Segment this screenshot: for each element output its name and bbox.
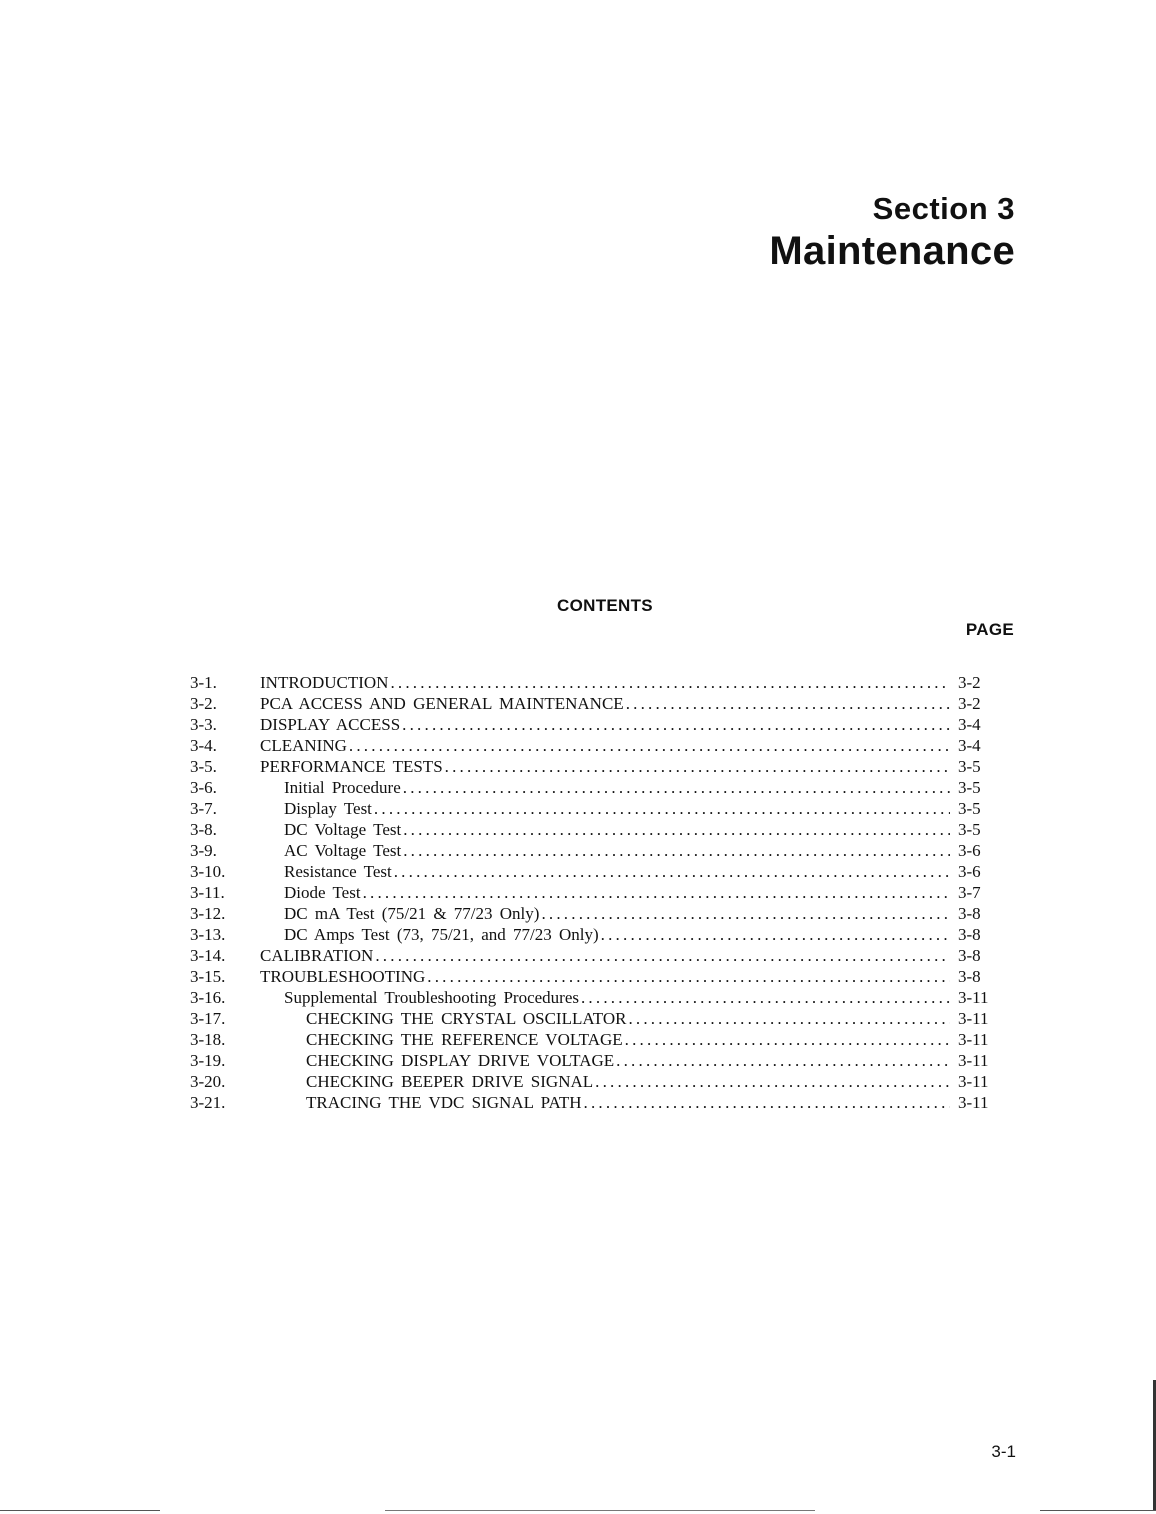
toc-entry-title-cell (260, 1092, 950, 1113)
toc-entry-page: 3-6 (958, 862, 981, 881)
toc-entry-title: Supplemental Troubleshooting Procedures (284, 988, 579, 1007)
toc-entry-page: 3-5 (958, 799, 981, 818)
toc-entry-page: 3-7 (958, 883, 981, 902)
dot-leader (595, 1071, 950, 1092)
toc-entry-title-cell (260, 924, 950, 945)
section-title: Maintenance (769, 229, 1015, 273)
toc-entry (190, 798, 1000, 819)
toc-entry-title-cell (260, 693, 950, 714)
toc-entry-title: Initial Procedure (284, 778, 401, 797)
toc-entry-title: CHECKING BEEPER DRIVE SIGNAL (306, 1072, 594, 1091)
toc-entry-page: 3-8 (958, 925, 981, 944)
dot-leader (581, 987, 950, 1008)
dot-leader (601, 924, 950, 945)
toc-entry (190, 819, 1000, 840)
toc-entry (190, 1008, 1000, 1029)
toc-entry (190, 945, 1000, 966)
toc-entry-page: 3-5 (958, 778, 981, 797)
toc-entry-number: 3-6. (190, 778, 217, 797)
dot-leader (349, 735, 950, 756)
dot-leader (403, 819, 950, 840)
toc-entry-title-cell (260, 966, 950, 987)
toc-entry-number: 3-20. (190, 1072, 226, 1091)
toc-entry (190, 903, 1000, 924)
toc-entry-title: DISPLAY ACCESS (260, 715, 401, 734)
toc-entry (190, 735, 1000, 756)
toc-entry-title-cell (260, 714, 950, 735)
toc-entry-title-cell (260, 945, 950, 966)
toc-entry-title: CHECKING DISPLAY DRIVE VOLTAGE (306, 1051, 615, 1070)
toc-entry (190, 693, 1000, 714)
scan-edge-line (385, 1510, 815, 1511)
toc-entry-title: TROUBLESHOOTING (260, 967, 426, 986)
dot-leader (402, 714, 950, 735)
toc-entry-title: DC mA Test (75/21 & 77/23 Only) (284, 904, 540, 923)
toc-entry-title: PCA ACCESS AND GENERAL MAINTENANCE (260, 694, 624, 713)
toc-entry (190, 714, 1000, 735)
dot-leader (625, 1029, 950, 1050)
toc-entry-page: 3-4 (958, 736, 981, 755)
dot-leader (374, 798, 950, 819)
table-of-contents (190, 672, 1000, 1113)
toc-entry-number: 3-4. (190, 736, 217, 755)
scan-edge-line (1040, 1510, 1156, 1511)
toc-entry-number: 3-11. (190, 883, 225, 902)
toc-entry-page: 3-8 (958, 967, 981, 986)
dot-leader (390, 672, 950, 693)
toc-entry-title-cell (260, 987, 950, 1008)
toc-entry-title: DC Voltage Test (284, 820, 402, 839)
dot-leader (375, 945, 950, 966)
toc-entry-page: 3-11 (958, 1093, 989, 1112)
toc-entry-page: 3-11 (958, 1051, 989, 1070)
toc-entry-number: 3-19. (190, 1051, 226, 1070)
toc-entry-title-cell (260, 1071, 950, 1092)
toc-entry (190, 882, 1000, 903)
toc-entry-page: 3-4 (958, 715, 981, 734)
toc-entry-number: 3-9. (190, 841, 217, 860)
scan-edge-line (0, 1510, 160, 1511)
toc-entry-page: 3-2 (958, 694, 981, 713)
dot-leader (427, 966, 950, 987)
toc-entry-title: DC Amps Test (73, 75/21, and 77/23 Only) (284, 925, 599, 944)
toc-entry-page: 3-2 (958, 673, 981, 692)
toc-entry (190, 756, 1000, 777)
dot-leader (626, 693, 950, 714)
toc-entry-number: 3-14. (190, 946, 226, 965)
toc-entry-title: CLEANING (260, 736, 347, 755)
contents-title: CONTENTS (557, 596, 653, 615)
toc-entry-title: Diode Test (284, 883, 361, 902)
toc-entry-title-cell (260, 1050, 950, 1071)
toc-entry-title: AC Voltage Test (284, 841, 402, 860)
toc-entry-number: 3-12. (190, 904, 226, 923)
section-number: Section 3 (872, 191, 1015, 226)
toc-entry-number: 3-21. (190, 1093, 226, 1112)
toc-entry-title: Display Test (284, 799, 372, 818)
toc-entry-title-cell (260, 1029, 950, 1050)
section-heading (769, 190, 1015, 274)
toc-entry-number: 3-18. (190, 1030, 226, 1049)
dot-leader (403, 840, 950, 861)
toc-entry (190, 1029, 1000, 1050)
toc-entry-number: 3-13. (190, 925, 226, 944)
toc-entry-page: 3-8 (958, 904, 981, 923)
dot-leader (541, 903, 950, 924)
toc-entry-number: 3-16. (190, 988, 226, 1007)
toc-entry (190, 777, 1000, 798)
toc-entry (190, 966, 1000, 987)
toc-entry-number: 3-5. (190, 757, 217, 776)
toc-entry-title-cell (260, 798, 950, 819)
toc-entry-page: 3-11 (958, 1072, 989, 1091)
toc-entry-number: 3-1. (190, 673, 217, 692)
toc-entry-number: 3-17. (190, 1009, 226, 1028)
dot-leader (363, 882, 950, 903)
toc-entry (190, 672, 1000, 693)
toc-entry-number: 3-2. (190, 694, 217, 713)
toc-entry-title-cell (260, 840, 950, 861)
toc-entry-number: 3-3. (190, 715, 217, 734)
toc-entry (190, 987, 1000, 1008)
toc-entry-title-cell (260, 777, 950, 798)
toc-entry (190, 924, 1000, 945)
toc-entry-number: 3-15. (190, 967, 226, 986)
page-number: 3-1 (991, 1442, 1016, 1461)
toc-entry-title-cell (260, 882, 950, 903)
toc-entry-page: 3-11 (958, 1009, 989, 1028)
toc-entry-page: 3-8 (958, 946, 981, 965)
toc-entry-title-cell (260, 861, 950, 882)
toc-entry (190, 1050, 1000, 1071)
toc-entry-title: PERFORMANCE TESTS (260, 757, 443, 776)
toc-entry-title: Resistance Test (284, 862, 392, 881)
toc-entry-page: 3-5 (958, 820, 981, 839)
toc-entry-title-cell (260, 756, 950, 777)
page-column-heading: PAGE (965, 620, 1014, 639)
toc-entry-title-cell (260, 672, 950, 693)
toc-entry-number: 3-7. (190, 799, 217, 818)
toc-entry-number: 3-10. (190, 862, 226, 881)
toc-entry-title: INTRODUCTION (260, 673, 389, 692)
toc-entry-title-cell (260, 903, 950, 924)
toc-entry (190, 861, 1000, 882)
toc-entry-title-cell (260, 735, 950, 756)
toc-entry-page: 3-6 (958, 841, 981, 860)
dot-leader (445, 756, 950, 777)
toc-entry-page: 3-5 (958, 757, 981, 776)
toc-entry (190, 1071, 1000, 1092)
toc-entry-title: CHECKING THE REFERENCE VOLTAGE (306, 1030, 623, 1049)
dot-leader (403, 777, 950, 798)
dot-leader (584, 1092, 950, 1113)
toc-entry-number: 3-8. (190, 820, 217, 839)
dot-leader (394, 861, 950, 882)
toc-entry-title-cell (260, 819, 950, 840)
toc-entry-title: TRACING THE VDC SIGNAL PATH (306, 1093, 582, 1112)
dot-leader (616, 1050, 950, 1071)
dot-leader (628, 1008, 950, 1029)
toc-entry-title: CALIBRATION (260, 946, 374, 965)
toc-entry (190, 840, 1000, 861)
toc-entry-title: CHECKING THE CRYSTAL OSCILLATOR (306, 1009, 627, 1028)
toc-entry-page: 3-11 (958, 1030, 989, 1049)
toc-entry-page: 3-11 (958, 988, 989, 1007)
toc-entry (190, 1092, 1000, 1113)
toc-entry-title-cell (260, 1008, 950, 1029)
